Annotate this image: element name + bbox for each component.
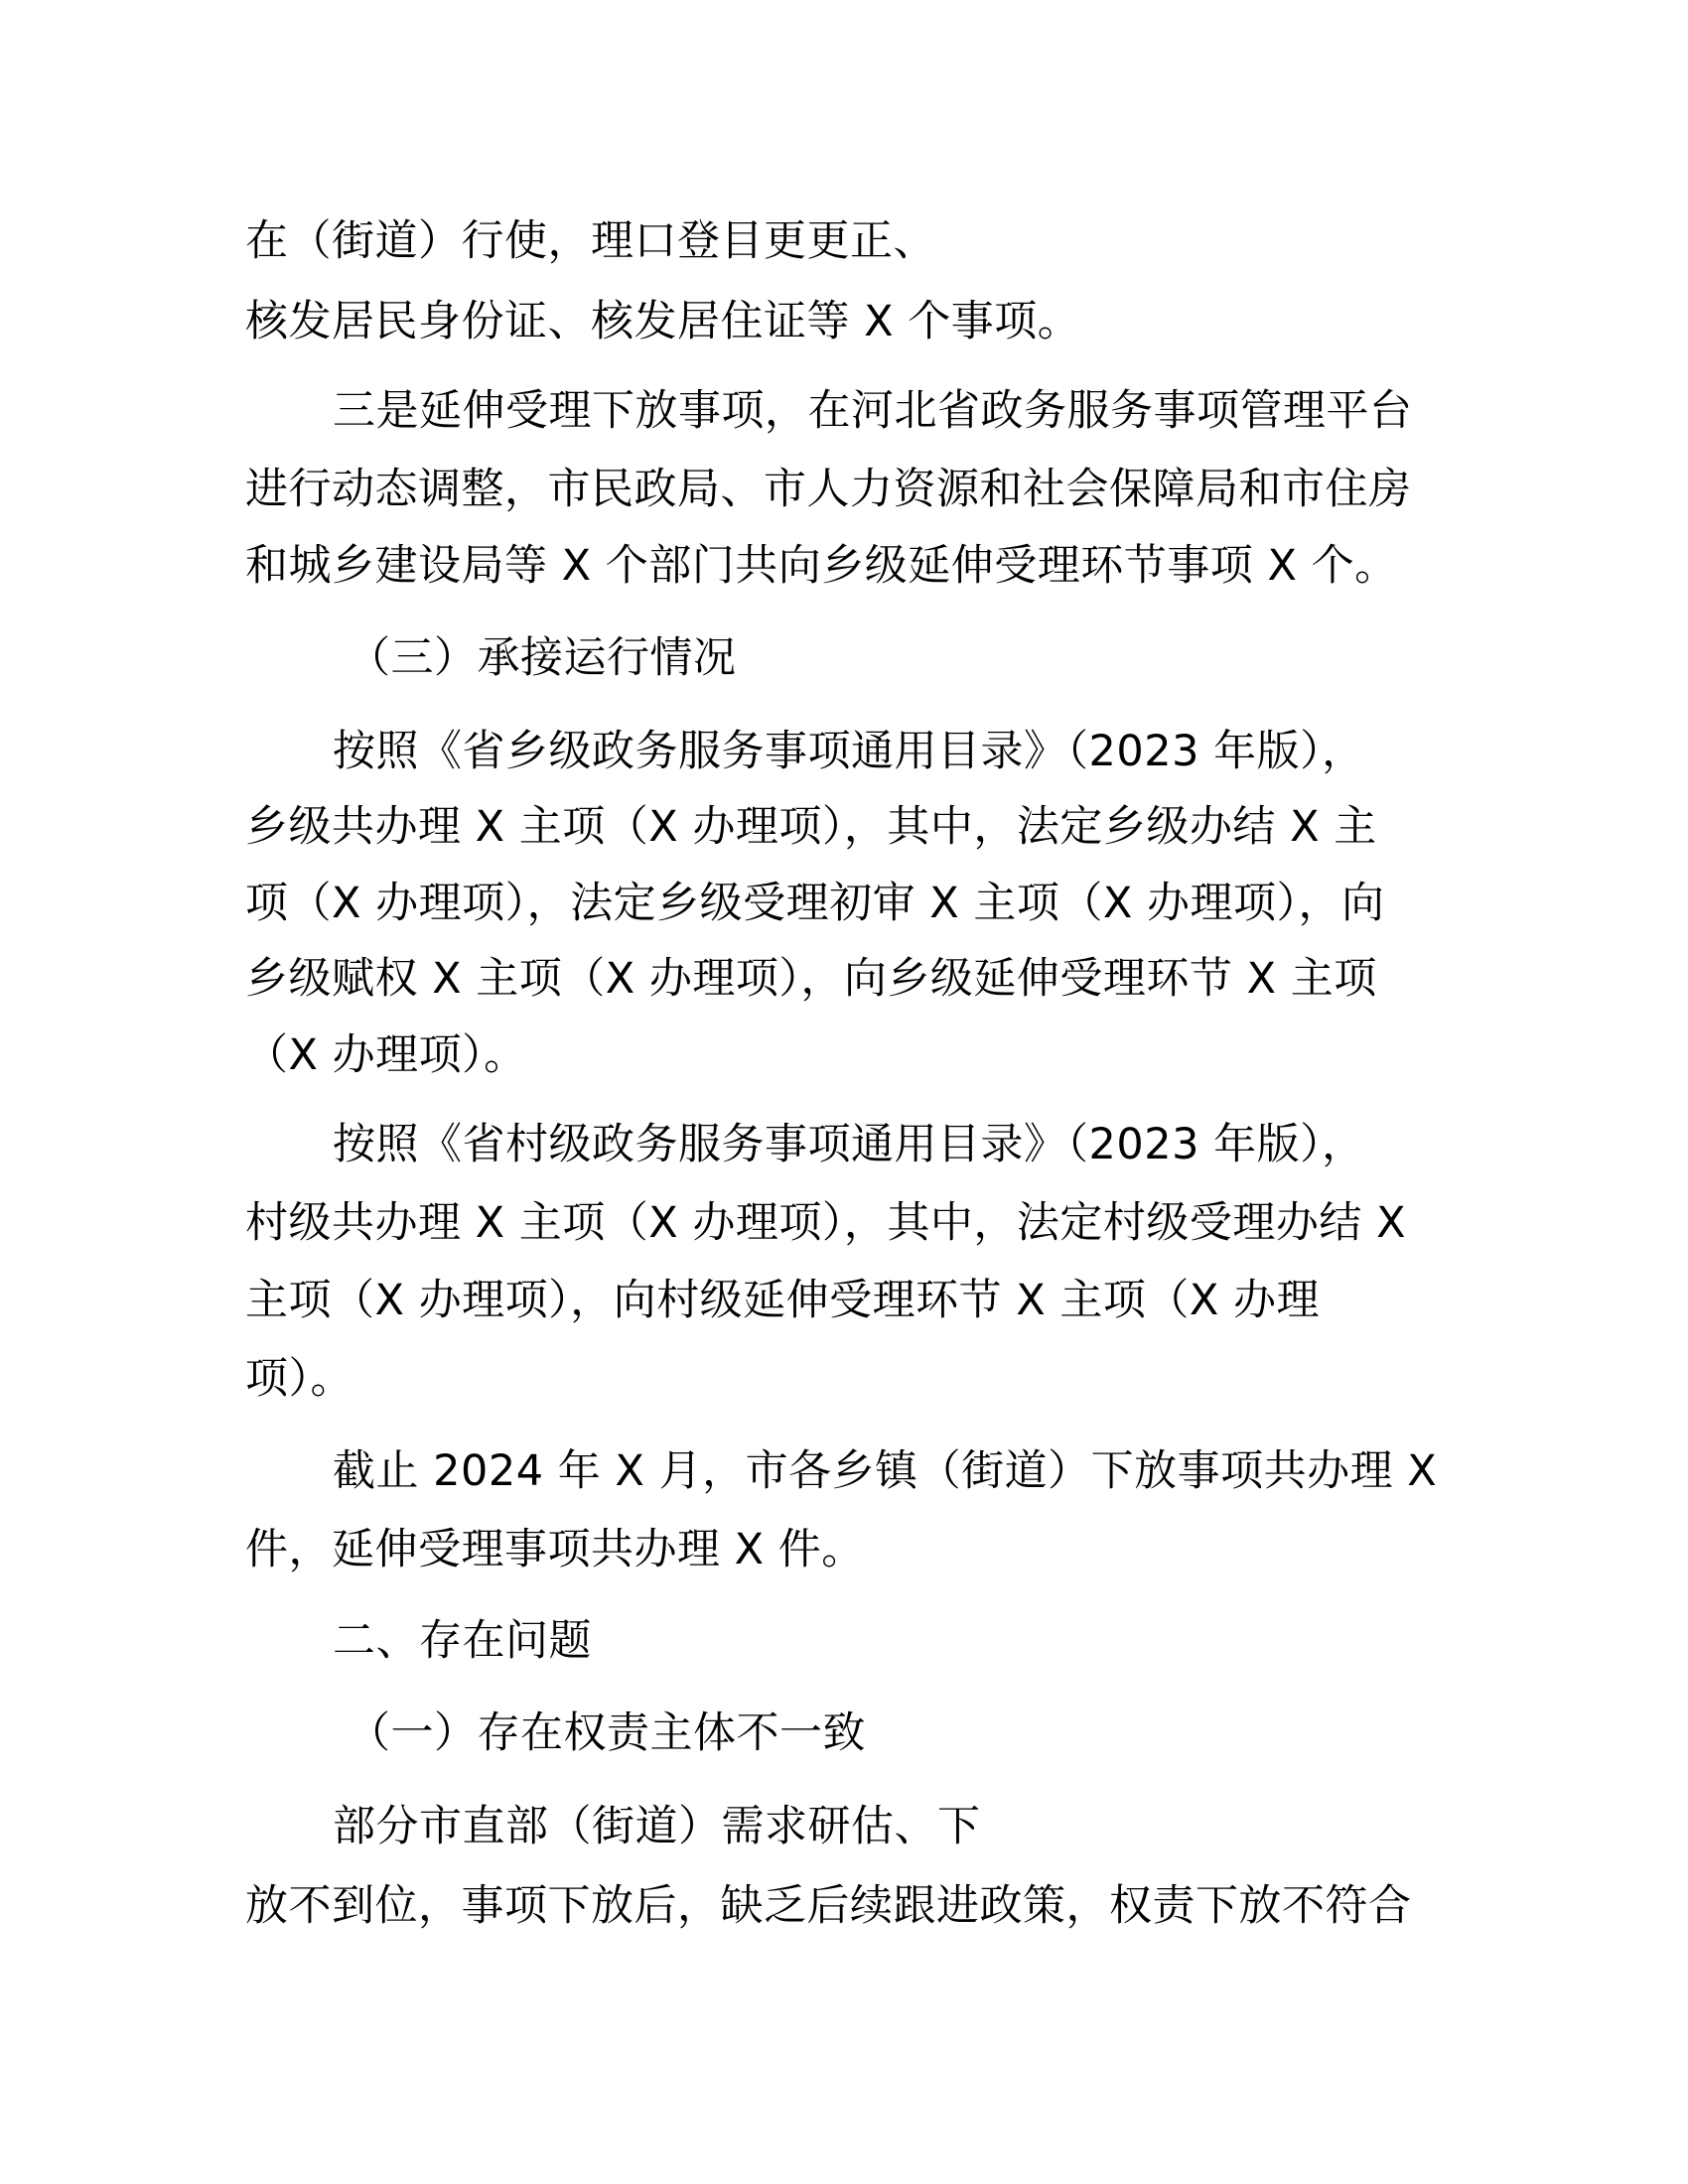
paragraph-line: 项）。 — [245, 1354, 353, 1404]
paragraph-line: 件，延伸受理事项共办理 X 件。 — [245, 1525, 865, 1574]
paragraph-line: 按照《省乡级政务服务事项通用目录》（2023 年版）， — [333, 727, 1365, 776]
paragraph-line: 放不到位，事项下放后，缺乏后续跟进政策，权责下放不符合 — [245, 1881, 1412, 1931]
paragraph-line: 进行动态调整，市民政局、市人力资源和社会保障局和市住房 — [245, 465, 1412, 514]
paragraph-line: 乡级赋权 X 主项（X 办理项），向乡级延伸受理环节 X 主项 — [245, 954, 1377, 1004]
paragraph-line: 项（X 办理项），法定乡级受理初审 X 主项（X 办理项），向 — [245, 879, 1385, 928]
paragraph-line: 三是延伸受理下放事项，在河北省政务服务事项管理平台 — [333, 386, 1413, 436]
section-heading: 二、存在问题 — [333, 1616, 592, 1666]
subsection-heading: （一）存在权责主体不一致 — [348, 1708, 866, 1758]
paragraph-line: （X 办理项）。 — [245, 1030, 527, 1080]
paragraph-line: 乡级共办理 X 主项（X 办理项），其中，法定乡级办结 X 主 — [245, 802, 1377, 852]
paragraph-line: 按照《省村级政务服务事项通用目录》（2023 年版）， — [333, 1120, 1365, 1169]
paragraph-line: 村级共办理 X 主项（X 办理项），其中，法定村级受理办结 X — [245, 1198, 1407, 1248]
paragraph-line: 核发居民身份证、核发居住证等 X 个事项。 — [245, 297, 1081, 346]
paragraph-line: 和城乡建设局等 X 个部门共向乡级延伸受理环节事项 X 个。 — [245, 541, 1398, 591]
paragraph-line: 在（街道）行使，理口登目更更正、 — [245, 216, 936, 266]
paragraph-line: 主项（X 办理项），向村级延伸受理环节 X 主项（X 办理 — [245, 1276, 1321, 1325]
paragraph-line: 部分市直部（街道）需求研估、下 — [333, 1802, 981, 1851]
section-heading: （三）承接运行情况 — [348, 633, 737, 683]
paragraph-line: 截止 2024 年 X 月，市各乡镇（街道）下放事项共办理 X — [333, 1446, 1438, 1496]
